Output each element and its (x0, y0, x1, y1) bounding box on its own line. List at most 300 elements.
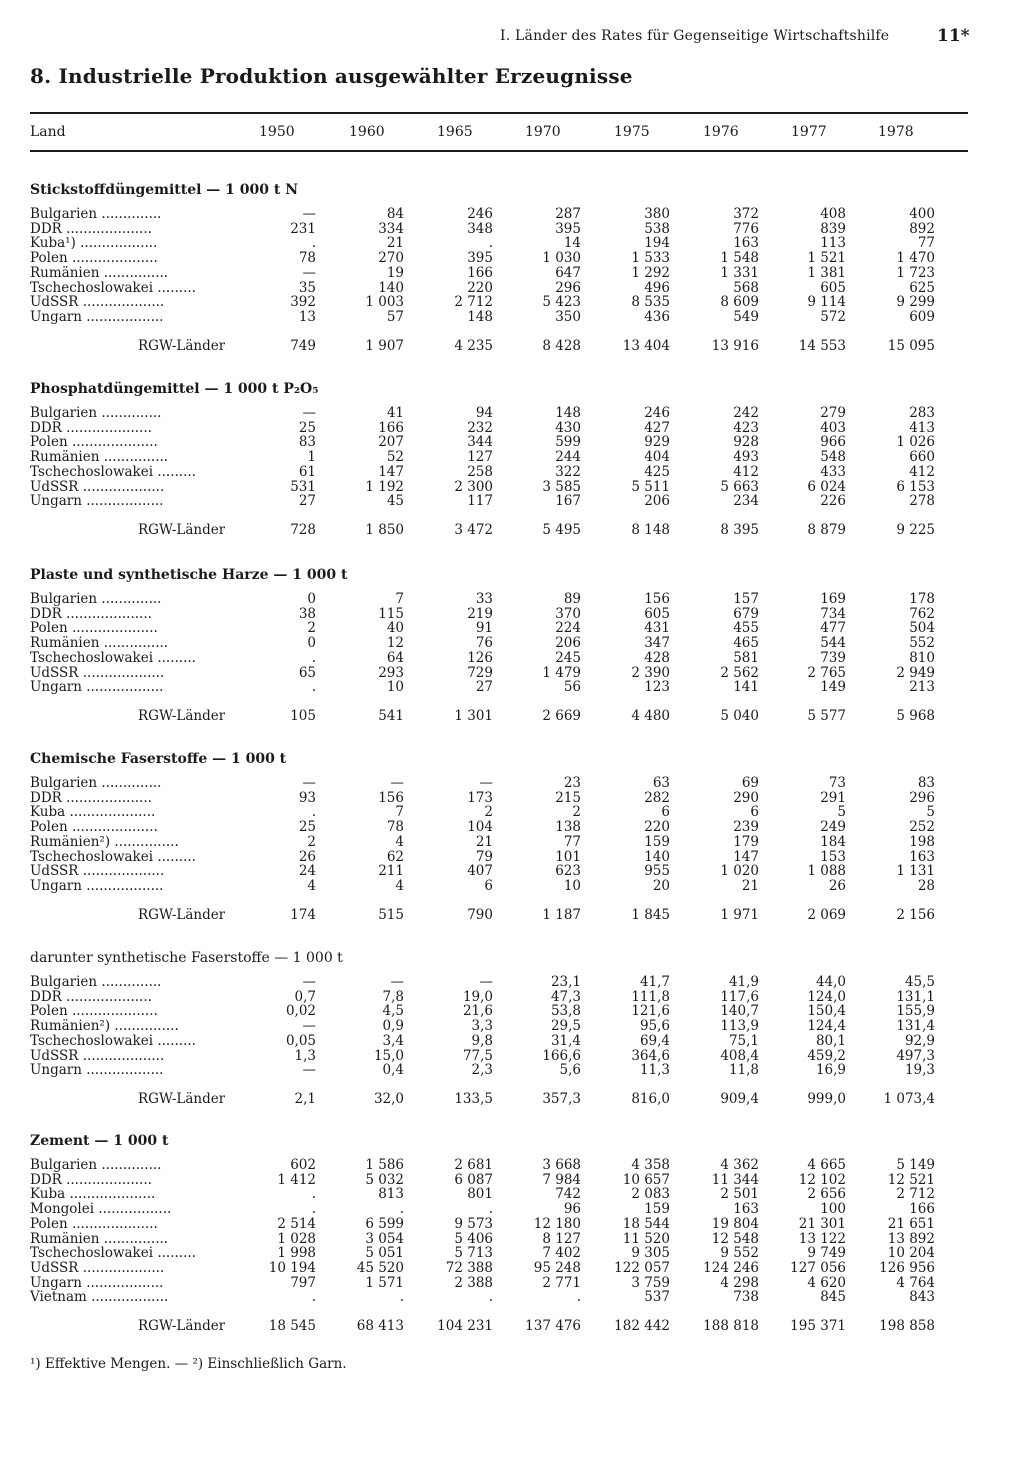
value-cell-1950: 18 545 (268, 1318, 316, 1334)
value-cell-1965: 77,5 (462, 1047, 493, 1064)
country-label: Rumänien ............... (30, 450, 169, 466)
total-row (0, 1092, 1024, 1107)
value-cell-1977: 6 024 (807, 478, 846, 495)
table-row (0, 295, 1024, 310)
country-label: UdSSR ................... (30, 295, 165, 311)
value-cell-1977: 739 (820, 649, 846, 666)
value-cell-1970: 647 (555, 264, 581, 281)
country-label: Rumänien²) ............... (30, 1019, 179, 1035)
table-row (0, 310, 1024, 325)
value-cell-1976: 11,8 (728, 1062, 759, 1079)
value-cell-1950: 2 (307, 833, 316, 850)
value-cell-1978: 6 153 (896, 478, 935, 495)
table-row (0, 621, 1024, 636)
country-label: Tschechoslowakei ......... (30, 464, 196, 480)
value-cell-1978: 1 026 (896, 434, 935, 451)
value-cell-1970: 395 (555, 220, 581, 237)
value-cell-1950: 24 (298, 863, 316, 880)
value-cell-1950: 231 (290, 220, 316, 237)
country-label: DDR .................... (30, 790, 152, 806)
value-cell-1960: 5 051 (365, 1245, 404, 1262)
value-cell-1950: 797 (290, 1274, 316, 1291)
value-cell-1978: 625 (909, 279, 935, 296)
value-cell-1976: 163 (733, 235, 759, 252)
value-cell-1975: 347 (644, 635, 670, 652)
value-cell-1975: 1 292 (631, 264, 670, 281)
value-cell-1978: 1 073,4 (883, 1090, 935, 1107)
value-cell-1970: 599 (555, 434, 581, 451)
value-cell-1960: 211 (378, 863, 404, 880)
value-cell-1975: 20 (652, 877, 670, 894)
value-cell-1975: 3 759 (631, 1274, 670, 1291)
value-cell-1950: 93 (298, 789, 316, 806)
value-cell-1970: 296 (555, 279, 581, 296)
table-row (0, 666, 1024, 681)
country-label: Bulgarien .............. (30, 1158, 162, 1173)
value-cell-1977: 226 (820, 493, 846, 510)
value-cell-1975: 63 (652, 775, 670, 791)
value-cell-1965: 2 712 (454, 294, 493, 311)
value-cell-1977: 195 371 (790, 1318, 846, 1334)
value-cell-1976: 738 (733, 1289, 759, 1306)
total-label: RGW-Länder (138, 907, 226, 923)
value-cell-1960: 12 (386, 635, 404, 652)
value-cell-1950: 728 (290, 521, 316, 538)
country-label: Bulgarien .............. (30, 975, 162, 990)
value-cell-1977: 124,0 (807, 988, 846, 1005)
country-label: Polen .................... (30, 251, 158, 267)
value-cell-1977: 9 114 (807, 294, 846, 311)
value-cell-1960: 270 (378, 250, 404, 267)
value-cell-1960: 1 850 (365, 521, 404, 538)
table-row (0, 1004, 1024, 1019)
value-cell-1978: 28 (917, 877, 935, 894)
value-cell-1976: 4 298 (720, 1274, 759, 1291)
value-cell-1970: 47,3 (550, 988, 581, 1005)
value-cell-1965: 348 (467, 220, 493, 237)
value-cell-1977: 403 (820, 419, 846, 436)
country-label: UdSSR ................... (30, 1048, 165, 1064)
table-row (0, 281, 1024, 296)
value-cell-1965: 6 (484, 877, 493, 894)
value-cell-1978: 412 (909, 463, 935, 480)
value-cell-1975: 182 442 (614, 1318, 670, 1334)
value-cell-1950: . (311, 1186, 316, 1203)
value-cell-1970: 287 (555, 206, 581, 222)
value-cell-1977: 100 (820, 1201, 846, 1218)
value-cell-1976: 6 (750, 804, 759, 821)
value-cell-1977: 14 553 (798, 337, 846, 354)
value-cell-1960: 3 054 (365, 1230, 404, 1247)
table-row (0, 879, 1024, 894)
value-cell-1978: 892 (909, 220, 935, 237)
value-cell-1970: 10 (563, 877, 581, 894)
value-cell-1976: 5 663 (720, 478, 759, 495)
value-cell-1965: . (488, 235, 493, 252)
country-label: Polen .................... (30, 820, 158, 836)
value-cell-1970: 8 428 (542, 337, 581, 354)
value-cell-1970: 5,6 (559, 1062, 581, 1079)
table-row (0, 651, 1024, 666)
value-cell-1977: 734 (820, 605, 846, 622)
value-cell-1965: 21,6 (462, 1003, 493, 1020)
value-cell-1975: 2 083 (631, 1186, 670, 1203)
value-cell-1970: 206 (555, 635, 581, 652)
column-header-1965: 1965 (437, 124, 473, 140)
value-cell-1965: 220 (467, 279, 493, 296)
value-cell-1978: 552 (909, 635, 935, 652)
value-cell-1977: 459,2 (807, 1047, 846, 1064)
value-cell-1970: 137 476 (525, 1318, 581, 1334)
value-cell-1977: 605 (820, 279, 846, 296)
column-header-row (0, 124, 1024, 144)
value-cell-1960: 115 (378, 605, 404, 622)
value-cell-1970: 350 (555, 308, 581, 325)
country-label: Tschechoslowakei ......... (30, 650, 196, 666)
value-cell-1960: 7 (395, 804, 404, 821)
running-head: I. Länder des Rates für Gegenseitige Wirtschaftshilfe (500, 28, 890, 44)
value-cell-1978: 5 968 (896, 707, 935, 724)
value-cell-1977: 9 749 (807, 1245, 846, 1262)
value-cell-1960: 32,0 (373, 1090, 404, 1107)
value-cell-1950: — (302, 264, 316, 281)
value-cell-1970: 1 030 (542, 250, 581, 267)
country-label: Rumänien ............... (30, 265, 169, 281)
country-label: UdSSR ................... (30, 864, 165, 880)
value-cell-1960: 7 (395, 591, 404, 607)
country-label: Ungarn .................. (30, 878, 164, 894)
table-row (0, 1063, 1024, 1078)
header-rule-bottom (30, 150, 968, 152)
value-cell-1950: 174 (290, 906, 316, 923)
value-cell-1960: 541 (378, 707, 404, 724)
value-cell-1976: 117,6 (720, 988, 759, 1005)
value-cell-1960: 64 (386, 649, 404, 666)
table-row (0, 465, 1024, 480)
value-cell-1950: 0 (307, 635, 316, 652)
value-cell-1976: 188 818 (703, 1318, 759, 1334)
value-cell-1975: 121,6 (631, 1003, 670, 1020)
value-cell-1960: 1 586 (365, 1157, 404, 1173)
value-cell-1960: 78 (386, 819, 404, 836)
value-cell-1965: . (488, 1201, 493, 1218)
value-cell-1977: 2 069 (807, 906, 846, 923)
value-cell-1970: 138 (555, 819, 581, 836)
value-cell-1965: 407 (467, 863, 493, 880)
value-cell-1975: 1 845 (631, 906, 670, 923)
value-cell-1950: 61 (298, 463, 316, 480)
table-row (0, 805, 1024, 820)
table-row (0, 421, 1024, 436)
country-label: Tschechoslowakei ......... (30, 849, 196, 865)
value-cell-1976: 1 971 (720, 906, 759, 923)
value-cell-1977: 2 765 (807, 664, 846, 681)
value-cell-1976: 8 609 (720, 294, 759, 311)
value-cell-1965: 133,5 (454, 1090, 493, 1107)
value-cell-1960: 15,0 (373, 1047, 404, 1064)
value-cell-1978: 83 (917, 775, 935, 791)
column-header-1976: 1976 (703, 124, 739, 140)
value-cell-1976: 465 (733, 635, 759, 652)
value-cell-1975: 496 (644, 279, 670, 296)
country-label: Bulgarien .............. (30, 406, 162, 421)
value-cell-1965: 5 406 (454, 1230, 493, 1247)
value-cell-1975: 538 (644, 220, 670, 237)
value-cell-1970: 56 (563, 679, 581, 696)
value-cell-1970: 5 423 (542, 294, 581, 311)
value-cell-1978: 166 (909, 1201, 935, 1218)
country-label: Ungarn .................. (30, 680, 164, 696)
value-cell-1978: 198 858 (879, 1318, 935, 1334)
value-cell-1975: 156 (644, 591, 670, 607)
value-cell-1978: 296 (909, 789, 935, 806)
value-cell-1960: 293 (378, 664, 404, 681)
value-cell-1970: 89 (563, 591, 581, 607)
value-cell-1977: 279 (820, 405, 846, 421)
value-cell-1950: 2 514 (277, 1215, 316, 1232)
value-cell-1978: 12 521 (887, 1171, 935, 1188)
value-cell-1975: 404 (644, 449, 670, 466)
value-cell-1950: 25 (298, 819, 316, 836)
value-cell-1960: 156 (378, 789, 404, 806)
value-cell-1950: — (302, 1062, 316, 1079)
table-row (0, 1261, 1024, 1276)
value-cell-1977: 26 (828, 877, 846, 894)
value-cell-1976: 5 040 (720, 707, 759, 724)
value-cell-1977: 548 (820, 449, 846, 466)
value-cell-1960: 68 413 (356, 1318, 404, 1334)
value-cell-1976: 12 548 (711, 1230, 759, 1247)
value-cell-1970: 2 669 (542, 707, 581, 724)
section-title: Plaste und synthetische Harze — 1 000 t (30, 567, 348, 583)
table-row (0, 251, 1024, 266)
country-label: Kuba¹) .................. (30, 236, 158, 252)
value-cell-1975: 9 305 (631, 1245, 670, 1262)
value-cell-1978: 609 (909, 308, 935, 325)
value-cell-1978: 10 204 (887, 1245, 935, 1262)
section-title: Zement — 1 000 t (30, 1133, 169, 1149)
country-label: Ungarn .................. (30, 1275, 164, 1291)
value-cell-1950: 13 (298, 308, 316, 325)
country-label: Rumänien ............... (30, 1231, 169, 1247)
value-cell-1970: 3 585 (542, 478, 581, 495)
value-cell-1950: 749 (290, 337, 316, 354)
value-cell-1970: 29,5 (550, 1018, 581, 1035)
value-cell-1960: 7,8 (382, 988, 404, 1005)
value-cell-1965: 4 235 (454, 337, 493, 354)
table-row (0, 1246, 1024, 1261)
value-cell-1965: 395 (467, 250, 493, 267)
column-header-1977: 1977 (791, 124, 827, 140)
value-cell-1977: 999,0 (807, 1090, 846, 1107)
value-cell-1960: 1 192 (365, 478, 404, 495)
value-cell-1950: 1 412 (277, 1171, 316, 1188)
total-row (0, 908, 1024, 923)
value-cell-1965: 94 (475, 405, 493, 421)
table-row (0, 1290, 1024, 1305)
value-cell-1965: 344 (467, 434, 493, 451)
country-label: Bulgarien .............. (30, 592, 162, 607)
table-row (0, 1202, 1024, 1217)
value-cell-1965: 2,3 (471, 1062, 493, 1079)
value-cell-1976: 157 (733, 591, 759, 607)
value-cell-1976: 493 (733, 449, 759, 466)
value-cell-1978: 2 712 (896, 1186, 935, 1203)
value-cell-1977: 16,9 (815, 1062, 846, 1079)
value-cell-1978: 504 (909, 620, 935, 637)
value-cell-1950: 392 (290, 294, 316, 311)
value-cell-1965: 219 (467, 605, 493, 622)
value-cell-1970: 148 (555, 405, 581, 421)
value-cell-1960: 515 (378, 906, 404, 923)
value-cell-1975: 6 (661, 804, 670, 821)
table-row (0, 480, 1024, 495)
value-cell-1975: 206 (644, 493, 670, 510)
column-header-land: Land (30, 124, 66, 140)
value-cell-1975: 1 533 (631, 250, 670, 267)
table-row (0, 680, 1024, 695)
value-cell-1965: 104 231 (437, 1318, 493, 1334)
value-cell-1960: 0,9 (382, 1018, 404, 1035)
value-cell-1978: 1 470 (896, 250, 935, 267)
value-cell-1950: 2,1 (294, 1090, 316, 1107)
value-cell-1978: 660 (909, 449, 935, 466)
country-label: Polen .................... (30, 435, 158, 451)
value-cell-1965: 21 (475, 833, 493, 850)
country-label: Ungarn .................. (30, 1063, 164, 1079)
value-cell-1965: 1 301 (454, 707, 493, 724)
value-cell-1970: 53,8 (550, 1003, 581, 1020)
value-cell-1970: 8 127 (542, 1230, 581, 1247)
country-label: Ungarn .................. (30, 309, 164, 325)
column-header-1960: 1960 (349, 124, 385, 140)
table-row (0, 975, 1024, 990)
table-row (0, 1276, 1024, 1291)
value-cell-1975: 140 (644, 848, 670, 865)
table-row (0, 1232, 1024, 1247)
column-header-1975: 1975 (614, 124, 650, 140)
value-cell-1977: 44,0 (815, 974, 846, 990)
table-row (0, 406, 1024, 421)
value-cell-1977: 477 (820, 620, 846, 637)
value-cell-1960: 5 032 (365, 1171, 404, 1188)
value-cell-1975: 122 057 (614, 1259, 670, 1276)
country-label: Tschechoslowakei ......... (30, 1246, 196, 1262)
value-cell-1950: . (311, 679, 316, 696)
value-cell-1965: 246 (467, 206, 493, 222)
value-cell-1976: 412 (733, 463, 759, 480)
country-label: DDR .................... (30, 606, 152, 622)
value-cell-1950: — (302, 405, 316, 421)
table-row (0, 1158, 1024, 1173)
table-row (0, 450, 1024, 465)
value-cell-1977: 113 (820, 235, 846, 252)
value-cell-1978: 163 (909, 848, 935, 865)
value-cell-1950: 26 (298, 848, 316, 865)
value-cell-1977: 5 (837, 804, 846, 821)
total-label: RGW-Länder (138, 1319, 226, 1334)
value-cell-1975: 8 148 (631, 521, 670, 538)
value-cell-1965: 2 388 (454, 1274, 493, 1291)
value-cell-1976: 1 331 (720, 264, 759, 281)
country-label: Tschechoslowakei ......... (30, 280, 196, 296)
value-cell-1960: 813 (378, 1186, 404, 1203)
value-cell-1977: 12 102 (798, 1171, 846, 1188)
value-cell-1965: 9,8 (471, 1032, 493, 1049)
value-cell-1950: 0,02 (285, 1003, 316, 1020)
column-header-1978: 1978 (878, 124, 914, 140)
value-cell-1976: 179 (733, 833, 759, 850)
value-cell-1978: 5 149 (896, 1157, 935, 1173)
value-cell-1976: 679 (733, 605, 759, 622)
value-cell-1975: 220 (644, 819, 670, 836)
value-cell-1976: 11 344 (711, 1171, 759, 1188)
value-cell-1975: 159 (644, 833, 670, 850)
country-label: Rumänien ............... (30, 636, 169, 652)
value-cell-1977: 1 088 (807, 863, 846, 880)
value-cell-1965: 258 (467, 463, 493, 480)
value-cell-1977: 572 (820, 308, 846, 325)
value-cell-1976: 928 (733, 434, 759, 451)
table-row (0, 222, 1024, 237)
value-cell-1975: 4 358 (631, 1157, 670, 1173)
value-cell-1977: 153 (820, 848, 846, 865)
value-cell-1976: 408,4 (720, 1047, 759, 1064)
table-row (0, 791, 1024, 806)
value-cell-1950: 602 (290, 1157, 316, 1173)
value-cell-1950: 0,7 (294, 988, 316, 1005)
value-cell-1960: . (399, 1289, 404, 1306)
value-cell-1977: 291 (820, 789, 846, 806)
value-cell-1960: 57 (386, 308, 404, 325)
value-cell-1970: 12 180 (533, 1215, 581, 1232)
value-cell-1976: 147 (733, 848, 759, 865)
value-cell-1950: 1 998 (277, 1245, 316, 1262)
value-cell-1965: — (479, 974, 493, 990)
value-cell-1978: 126 956 (879, 1259, 935, 1276)
value-cell-1975: 4 480 (631, 707, 670, 724)
value-cell-1977: 544 (820, 635, 846, 652)
value-cell-1978: 9 299 (896, 294, 935, 311)
value-cell-1965: 126 (467, 649, 493, 666)
value-cell-1965: 19,0 (462, 988, 493, 1005)
value-cell-1977: 1 521 (807, 250, 846, 267)
value-cell-1970: 167 (555, 493, 581, 510)
value-cell-1960: 10 (386, 679, 404, 696)
value-cell-1965: 2 300 (454, 478, 493, 495)
total-row (0, 1319, 1024, 1334)
table-row (0, 266, 1024, 281)
value-cell-1976: 4 362 (720, 1157, 759, 1173)
table-row (0, 850, 1024, 865)
table-row (0, 607, 1024, 622)
value-cell-1960: 21 (386, 235, 404, 252)
table-row (0, 1019, 1024, 1034)
value-cell-1965: 104 (467, 819, 493, 836)
value-cell-1977: 408 (820, 206, 846, 222)
value-cell-1960: 334 (378, 220, 404, 237)
value-cell-1976: 239 (733, 819, 759, 836)
value-cell-1960: . (399, 1201, 404, 1218)
page-number: 11* (937, 26, 970, 46)
value-cell-1960: 52 (386, 449, 404, 466)
value-cell-1975: 380 (644, 206, 670, 222)
value-cell-1970: 370 (555, 605, 581, 622)
value-cell-1950: — (302, 206, 316, 222)
value-cell-1950: . (311, 1289, 316, 1306)
value-cell-1976: 13 916 (711, 337, 759, 354)
section-title: Stickstoffdüngemittel — 1 000 t N (30, 182, 299, 198)
